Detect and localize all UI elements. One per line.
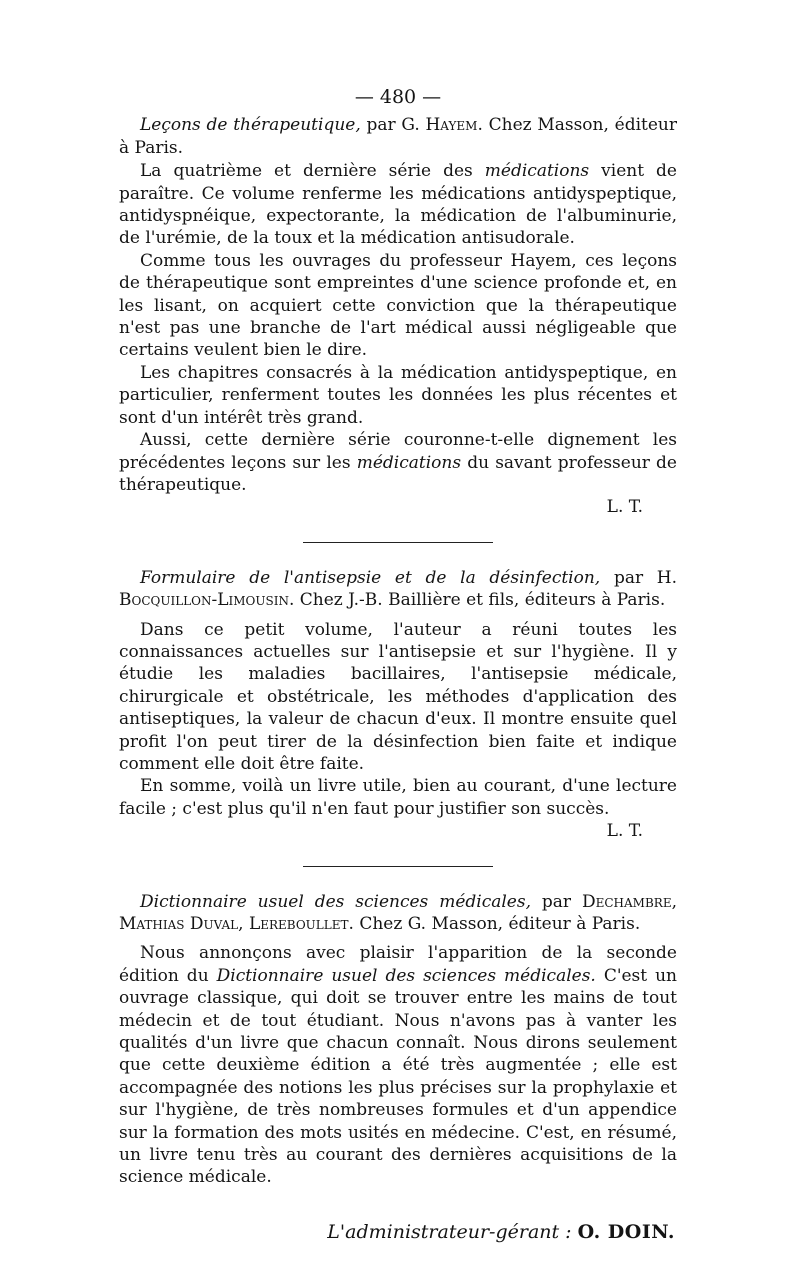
book-title: Formulaire de l'antisepsie et de la désinfection, (140, 567, 601, 588)
review-paragraph: En somme, voilà un livre utile, bien au courant, d'une lecture facile ; c'est plus qu'il n'en faut pour justifier son succès. (119, 776, 677, 819)
book-publisher: Chez Masson, éditeur à Paris. (119, 115, 677, 158)
review-heading (119, 567, 677, 612)
review-paragraph (119, 160, 677, 250)
review-formulaire-antisepsie (119, 567, 677, 843)
reviewer-signature: L. T. (606, 821, 643, 842)
section-divider (303, 866, 493, 867)
review-heading (119, 114, 677, 159)
paragraph-text: Aussi, cette dernière série couronne-t-elle dignement les précédentes leçons sur les (119, 430, 677, 473)
review-paragraph: Comme tous les ouvrages du professeur Hayem, ces leçons de thérapeutique sont empreintes d'une science profonde et, en les lisant, on acquiert cette conviction que la thérapeutique n'est pas une branche de l'art médical aussi négligeable que certains veulent bien le dire. (119, 250, 677, 361)
book-title: Leçons de thérapeutique, (140, 115, 361, 136)
review-paragraph: Les chapitres consacrés à la médication antidyspeptique, en particulier, renferment toutes les données les plus récentes et sont d'un intérêt très grand. (119, 362, 677, 428)
review-lecons-therapeutique (119, 114, 677, 518)
book-authors: Dechambre, Mathias Duval, Lereboullet. (119, 891, 677, 934)
emphasis-text: médications (484, 161, 590, 182)
paragraph-text: C'est un ouvrage classique, qui doit se trouver entre les mains de tout médecin et de tout étudiant. Nous n'avons pas à vanter les qualités d'un livre que chacun connaît. Nous dirons seulement que cette deuxième édition a été très augmentée ; elle est accompagnée des notions les plus précises sur la prophylaxie et sur l'hygiène, de très nombreuses formules et d'un appendice sur la formation des mots usités en médecine. C'est, en résumé, un livre tenu très au courant des dernières acquisitions de la science médicale. (119, 965, 677, 1188)
review-paragraph: Dans ce petit volume, l'auteur a réuni toutes les connaissances actuelles sur l'antisepsie et sur l'hygiène. Il y étudie les maladies bacillaires, l'antisepsie médicale, chirurgicale et obstétricale, les méthodes d'application des antiseptiques, la valeur de chacun d'eux. Il montre ensuite quel profit l'on peut tirer de la désinfection bien faite et indique comment elle doit être faite. (119, 619, 677, 774)
paragraph-text: du savant professeur de thérapeutique. (119, 452, 677, 495)
byline-prefix: par (366, 115, 396, 136)
text-column (119, 86, 677, 1243)
section-divider (303, 542, 493, 543)
review-paragraph (119, 429, 677, 496)
byline-prefix: par H. (613, 567, 678, 588)
administrator-footer (119, 1221, 677, 1243)
review-heading (119, 891, 677, 936)
emphasis-text: Dictionnaire usuel des sciences médicales. (216, 965, 596, 986)
administrator-name: O. DOIN. (577, 1220, 675, 1243)
reviewer-signature: L. T. (606, 497, 643, 518)
book-title: Dictionnaire usuel des sciences médicales, (140, 891, 531, 912)
paragraph-text: La quatrième et dernière série des (140, 161, 485, 182)
review-dictionnaire-usuel (119, 891, 677, 1189)
paragraph-text: vient de paraître. Ce volume renferme les médications antidyspeptique, antidyspnéique, expectorante, la médication de l'albuminurie, de l'urémie, de la toux et la médication antisudorale. (119, 161, 677, 249)
page-number: — 480 — (354, 86, 442, 108)
book-author: G. Hayem. (401, 115, 483, 136)
book-author: Bocquillon-Limousin. (119, 590, 295, 611)
book-publisher: Chez J.-B. Baillière et fils, éditeurs à Paris. (299, 590, 666, 611)
book-publisher: Chez G. Masson, éditeur à Paris. (359, 914, 641, 934)
emphasis-text: médications (356, 452, 462, 473)
administrator-role: L'administrateur-gérant : (327, 1220, 572, 1243)
byline-prefix: par (541, 891, 572, 912)
paragraph-text: Nous annonçons avec plaisir l'apparition de la seconde édition du (119, 943, 677, 986)
review-paragraph (119, 942, 677, 1188)
